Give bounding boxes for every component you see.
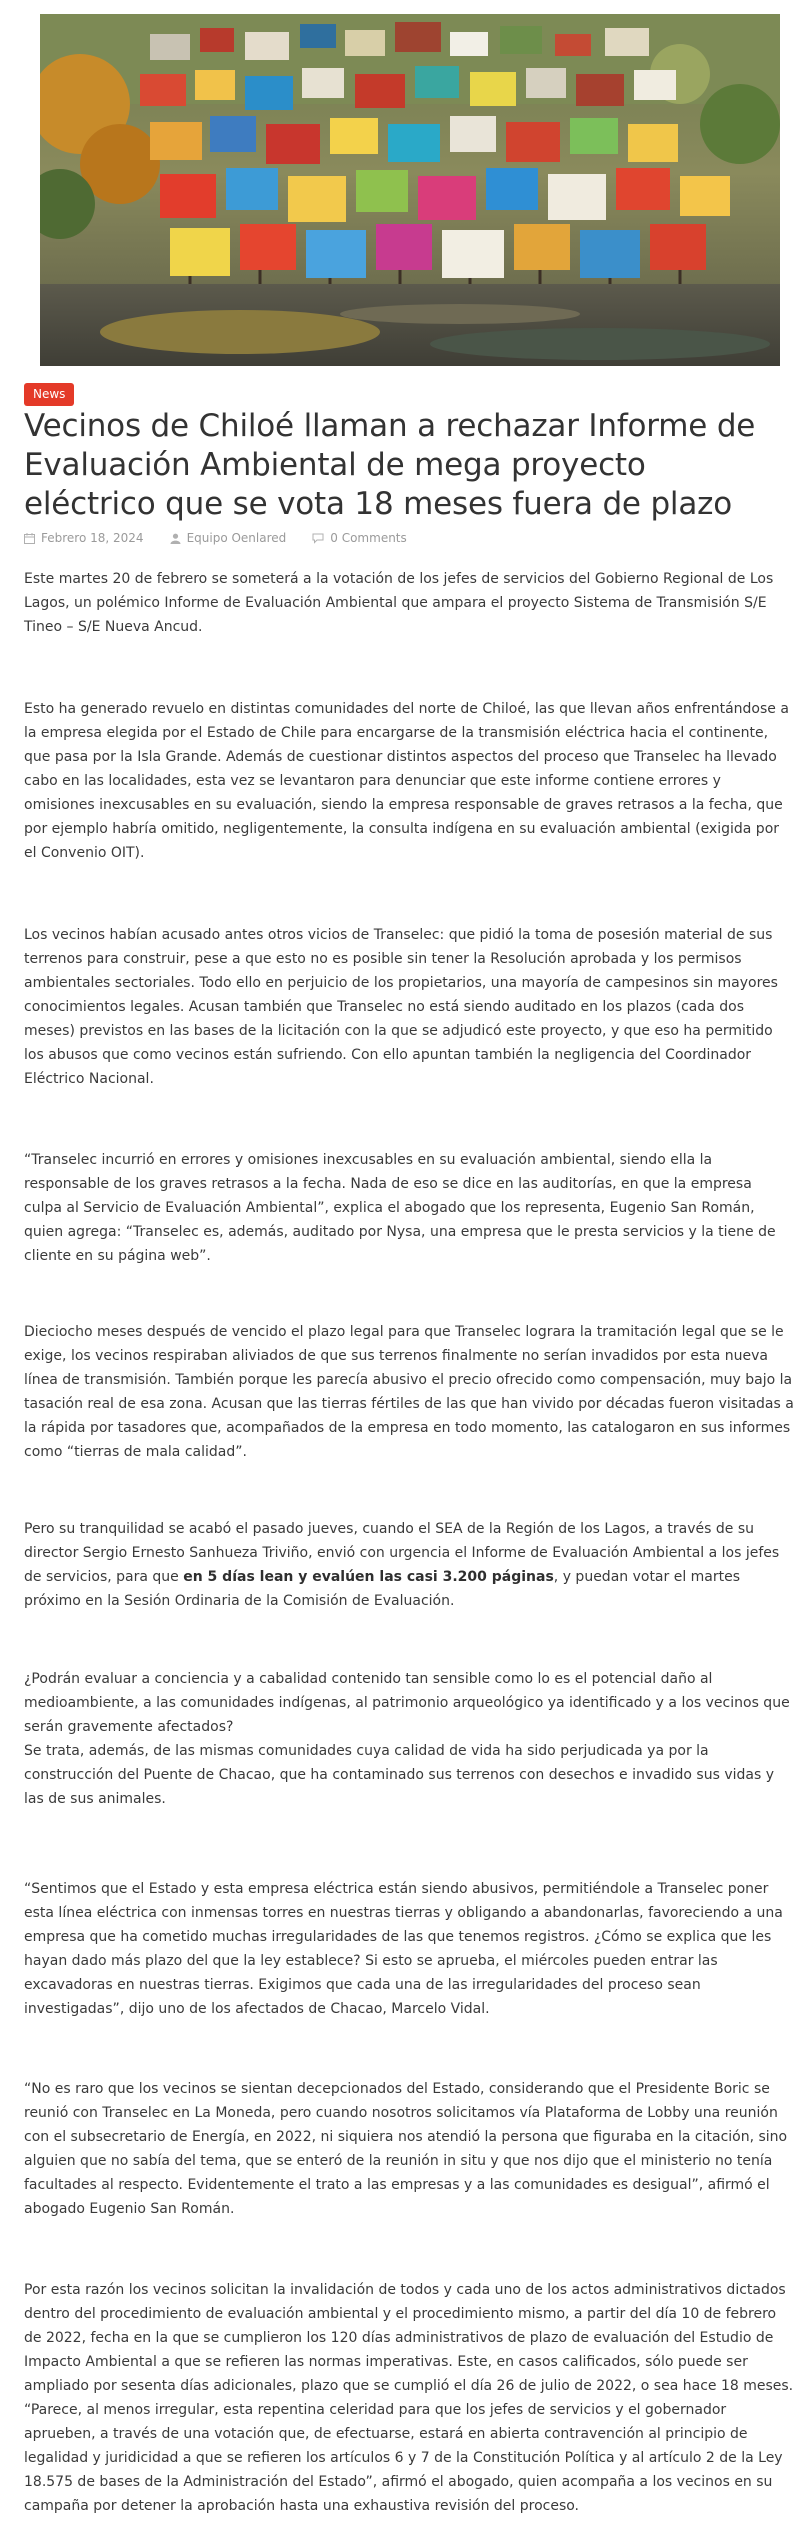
paragraph: Se trata, además, de las mismas comunidades cuya calidad de vida ha sido perjudicada ya por la construcción del Puente de Chacao, que ha contaminado sus terrenos con desechos e invadido sus vidas y las de sus animales. bbox=[24, 1743, 774, 1807]
comment-icon bbox=[312, 533, 324, 544]
paragraph: “Sentimos que el Estado y esta empresa eléctrica están siendo abusivos, permitiéndole a Transelec poner esta línea eléctrica con inmensas torres en nuestras tierras y obligando a abandonarlas, favoreciendo a una empresa que ha cometido muchas irregularidades de las que tenemos registros. ¿Cómo se explica que les hayan dado más plazo del que la ley establece? Si esto se aprueba, el miércoles pueden entrar las excavadoras en nuestras tierras. Exigimos que cada una de las irregularidades del proceso sean investigadas”, dijo uno de los afectados de Chacao, Marcelo Vidal. bbox=[24, 1881, 783, 2017]
post-date[interactable]: Febrero 18, 2024 bbox=[41, 531, 144, 545]
article-title: Vecinos de Chiloé llaman a rechazar Informe de Evaluación Ambiental de mega proyecto eléctrico que se vota 18 meses fuera de plazo bbox=[24, 408, 756, 522]
paragraph: “No es raro que los vecinos se sientan decepcionados del Estado, considerando que el Presidente Boric se reunió con Transelec en La Moneda, pero cuando nosotros solicitamos vía Plataforma de Lobby una reunión con el subsecretario de Energía, en 2022, ni siquiera nos atendió la persona que figuraba en la citación, sino alguien que no sabía del tema, que se enteró de la reunión in situ y que nos dijo que el ministerio no tenía facultades al respecto. Evidentemente el trato a las empresas y a las comunidades es desigual”, afirmó el abogado Eugenio San Román. bbox=[24, 2081, 788, 2217]
hero-image bbox=[40, 14, 780, 366]
post-meta bbox=[24, 531, 407, 545]
paragraph: Esto ha generado revuelo en distintas comunidades del norte de Chiloé, las que llevan años enfrentándose a la empresa elegida por el Estado de Chile para encargarse de la transmisión eléctrica hacia el continente, que pasa por la Isla Grande. Además de cuestionar distintos aspectos del proceso que Transelec ha llevado cabo en las localidades, esta vez se levantaron para denunciar que este informe contiene errores y omisiones inexcusables en su evaluación, siendo la empresa responsable de graves retrasos a la fecha, que por ejemplo habría omitido, negligentemente, la consulta indígena en su evaluación ambiental (exigida por el Convenio OIT). bbox=[24, 701, 789, 861]
paragraph: ¿Podrán evaluar a conciencia y a cabalidad contenido tan sensible como lo es el potencial daño al medioambiente, a las comunidades indígenas, al patrimonio arqueológico ya identificado y a los vecinos que serán gravemente afectados? bbox=[24, 1671, 790, 1735]
hero-photo bbox=[40, 14, 780, 366]
paragraph: “Transelec incurrió en errores y omisiones inexcusables en su evaluación ambiental, siendo ella la responsable de los graves retrasos a la fecha. Nada de eso se dice en las auditorías, en que la empresa culpa al Servicio de Evaluación Ambiental”, explica el abogado que los representa, Eugenio San Román, quien agrega: “Transelec es, además, auditado por Nysa, una empresa que le presta servicios y la tiene de cliente en su página web”. bbox=[24, 1152, 776, 1264]
paragraph: Por esta razón los vecinos solicitan la invalidación de todos y cada uno de los actos administrativos dictados dentro del procedimiento de evaluación ambiental y el procedimiento mismo, a partir del día 10 de febrero de 2022, fecha en la que se cumplieron los 120 días administrativos de plazo de evaluación del Estudio de Impacto Ambiental a que se refieren las normas imperativas. Este, en casos calificados, sólo puede ser ampliado por sesenta días adicionales, plazo que se cumplió el día 26 de julio de 2022, o sea hace 18 meses. “Parece, al menos irregular, esta repentina celeridad para que los jefes de servicios y el gobernador aprueben, a través de una votación que, de efectuarse, estará en abierta contravención al principio de legalidad y juridicidad a que se refieren los artículos 6 y 7 de la Constitución Política y al artículo 2 de la Ley 18.575 de bases de la Administración del Estado”, afirmó el abogado, quien acompaña a los vecinos en su campaña por detener la aprobación hasta una exhaustiva revisión del proceso. bbox=[24, 2282, 794, 2514]
highlight-bold: en 5 días lean y evalúen las casi 3.200 páginas bbox=[183, 1569, 554, 1585]
paragraph-highlight bbox=[24, 1517, 794, 1613]
paragraph: Este martes 20 de febrero se someterá a la votación de los jefes de servicios del Gobierno Regional de Los Lagos, un polémico Informe de Evaluación Ambiental que ampara el proyecto Sistema de Transmisión S/E Tineo – S/E Nueva Ancud. bbox=[24, 571, 774, 635]
calendar-icon bbox=[24, 533, 35, 544]
paragraph: Dieciocho meses después de vencido el plazo legal para que Transelec lograra la tramitación legal que se le exige, los vecinos respiraban aliviados de que sus terrenos finalmente no serían invadidos por esta nueva línea de transmisión. También porque les parecía abusivo el precio ofrecido como compensación, muy bajo la tasación real de esa zona. Acusan que las tierras fértiles de las que han vivido por décadas fueron visitadas a la rápida por tasadores que, acompañados de la empresa en todo momento, las catalogaron en sus informes como “tierras de mala calidad”. bbox=[24, 1324, 794, 1460]
category-badge[interactable]: News bbox=[24, 383, 74, 406]
highlight-after: , y puedan votar el martes próximo en la Sesión Ordinaria de la Comisión de Evaluación. bbox=[24, 1569, 741, 1609]
user-icon bbox=[170, 533, 181, 544]
highlight-before: Pero su tranquilidad se acabó el pasado jueves, cuando el SEA de la Región de los Lagos, a través de su director Sergio Ernesto Sanhueza Triviño, envió con urgencia el Informe de Evaluación Ambiental a los jefes de servicios, para que bbox=[24, 1521, 780, 1585]
post-comments[interactable]: 0 Comments bbox=[330, 531, 407, 545]
paragraph: Los vecinos habían acusado antes otros vicios de Transelec: que pidió la toma de posesión material de sus terrenos para construir, pese a que esto no es posible sin tener la Resolución aprobada y los permisos ambientales sectoriales. Todo ello en perjuicio de los propietarios, una mayoría de campesinos sin mayores conocimientos legales. Acusan también que Transelec no está siendo auditado en los plazos (cada dos meses) previstos en las bases de la licitación con la que se adjudicó este proyecto, y que eso ha permitido los abusos que como vecinos están sufriendo. Con ello apuntan también la negligencia del Coordinador Eléctrico Nacional. bbox=[24, 927, 778, 1087]
post-author[interactable]: Equipo Oenlared bbox=[186, 531, 287, 545]
